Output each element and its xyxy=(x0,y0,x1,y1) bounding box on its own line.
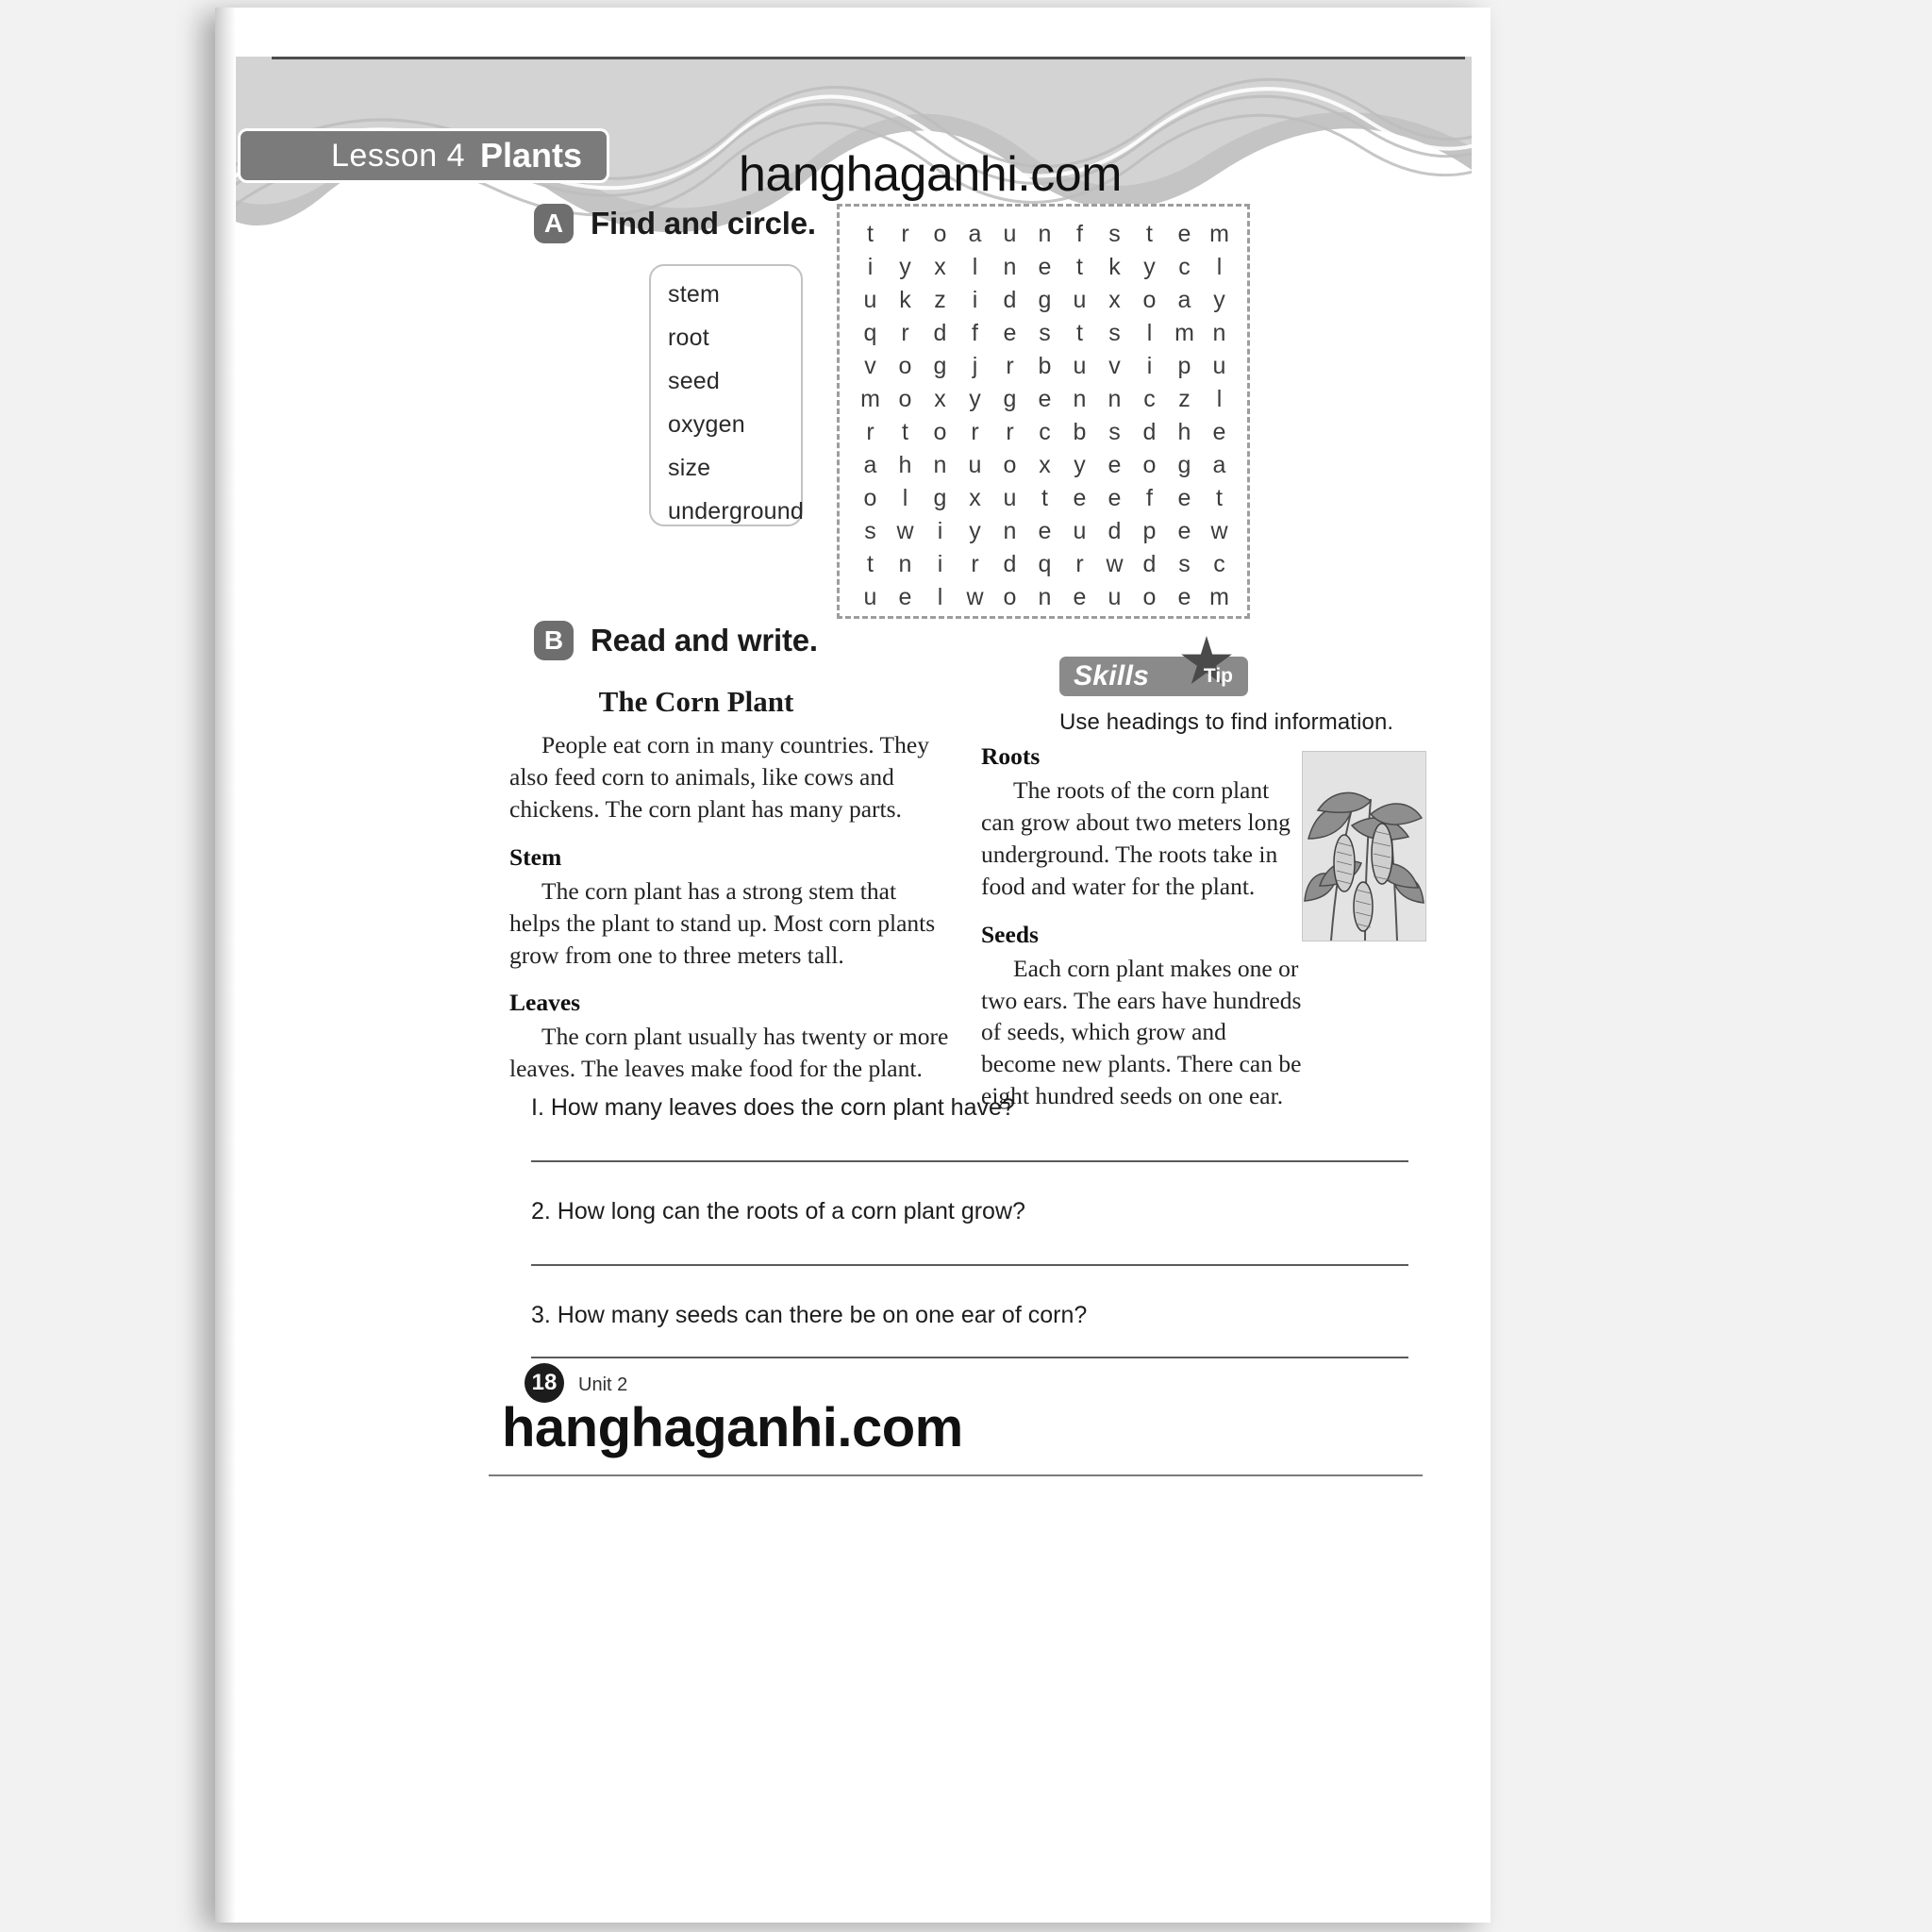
grid-cell[interactable]: u xyxy=(863,584,877,610)
header-rule xyxy=(272,57,1465,59)
grid-cell[interactable]: w xyxy=(1106,551,1124,577)
grid-cell[interactable]: p xyxy=(1177,353,1191,379)
grid-cell[interactable]: t xyxy=(902,419,908,445)
grid-cell[interactable]: o xyxy=(863,485,877,511)
reading-paragraph: The roots of the corn plant can grow about two meters long underground. The roots take in food and water for the plant. xyxy=(981,776,1291,900)
grid-cell[interactable]: g xyxy=(933,353,947,379)
grid-cell[interactable]: u xyxy=(968,452,982,478)
grid-cell[interactable]: a xyxy=(1177,287,1191,313)
grid-cell[interactable]: e xyxy=(1038,518,1052,544)
grid-cell[interactable]: k xyxy=(899,287,911,313)
grid-cell[interactable]: n xyxy=(1038,584,1052,610)
grid-cell[interactable]: c xyxy=(1039,419,1051,445)
grid-cell[interactable]: u xyxy=(1212,353,1226,379)
grid-cell[interactable]: t xyxy=(1146,221,1153,247)
skills-tip-text: Use headings to find information. xyxy=(1059,709,1394,735)
grid-cell[interactable]: i xyxy=(867,254,874,280)
grid-cell[interactable]: y xyxy=(969,518,981,544)
grid-cell[interactable]: r xyxy=(901,221,909,247)
grid-cell[interactable]: f xyxy=(1146,485,1153,511)
grid-cell[interactable]: e xyxy=(1073,584,1087,610)
grid-cell[interactable]: m xyxy=(860,386,880,412)
grid-cell[interactable]: z xyxy=(934,287,946,313)
skills-tip xyxy=(1059,657,1418,736)
reading-subheading: Leaves xyxy=(509,989,581,1017)
grid-cell[interactable]: w xyxy=(1210,518,1228,544)
grid-cell[interactable]: k xyxy=(1108,254,1121,280)
grid-cell[interactable]: o xyxy=(1142,584,1157,610)
grid-cell[interactable]: m xyxy=(1209,221,1229,247)
grid-cell[interactable]: u xyxy=(1003,221,1017,247)
exercise-b-instruction: Read and write. xyxy=(591,623,818,658)
grid-cell[interactable]: g xyxy=(1177,452,1191,478)
answer-line-3[interactable] xyxy=(531,1357,1408,1358)
grid-cell[interactable]: s xyxy=(1039,320,1051,346)
word-list-box xyxy=(649,264,803,526)
exercise-a-badge: A xyxy=(534,204,574,243)
grid-cell[interactable]: e xyxy=(1177,584,1191,610)
grid-cell[interactable]: d xyxy=(933,320,947,346)
grid-cell[interactable]: s xyxy=(1108,221,1121,247)
grid-cell[interactable]: l xyxy=(937,584,943,610)
grid-cell[interactable]: o xyxy=(933,419,947,445)
skills-tip-sub: Tip xyxy=(1203,665,1233,687)
grid-cell[interactable]: x xyxy=(934,254,946,280)
grid-cell[interactable]: a xyxy=(863,452,877,478)
grid-cell[interactable]: s xyxy=(1108,320,1121,346)
skills-tip-title: Skills xyxy=(1074,660,1150,691)
grid-cell[interactable]: l xyxy=(1146,320,1153,346)
grid-cell[interactable]: y xyxy=(969,386,981,412)
grid-cell[interactable]: o xyxy=(933,221,947,247)
reading-column-right xyxy=(981,729,1302,1117)
grid-cell[interactable]: b xyxy=(1073,419,1087,445)
word-list-item: oxygen xyxy=(668,411,745,438)
grid-cell[interactable]: e xyxy=(1177,221,1191,247)
grid-cell[interactable]: s xyxy=(1108,419,1121,445)
grid-cell[interactable]: e xyxy=(1108,485,1122,511)
grid-cell[interactable]: z xyxy=(1178,386,1191,412)
grid-cell[interactable]: a xyxy=(1212,452,1226,478)
grid-cell[interactable]: l xyxy=(1216,254,1223,280)
reading-paragraph: People eat corn in many countries. They also feed corn to animals, like cows and chickens. The corn plant has many parts. xyxy=(509,731,929,823)
grid-cell[interactable]: x xyxy=(934,386,946,412)
grid-cell[interactable]: q xyxy=(1038,551,1052,577)
grid-cell[interactable]: t xyxy=(1041,485,1048,511)
page-spine xyxy=(215,8,236,1923)
grid-cell[interactable]: r xyxy=(1075,551,1084,577)
watermark-top: hanghaganhi.com xyxy=(739,147,1122,202)
grid-cell[interactable]: f xyxy=(972,320,978,346)
grid-cell[interactable]: e xyxy=(1212,419,1226,445)
grid-cell[interactable]: e xyxy=(1177,485,1191,511)
grid-cell[interactable]: y xyxy=(1213,287,1225,313)
grid-cell[interactable]: b xyxy=(1038,353,1052,379)
watermark-bottom: hanghaganhi.com xyxy=(502,1397,963,1458)
grid-cell[interactable]: m xyxy=(1174,320,1194,346)
grid-cell[interactable]: e xyxy=(1073,485,1087,511)
grid-cell[interactable]: r xyxy=(901,320,909,346)
word-list-item: size xyxy=(668,455,711,481)
grid-cell[interactable]: m xyxy=(1209,584,1229,610)
grid-cell[interactable]: r xyxy=(971,551,979,577)
grid-cell[interactable]: r xyxy=(971,419,979,445)
grid-cell[interactable]: f xyxy=(1076,221,1083,247)
grid-cell[interactable]: i xyxy=(1146,353,1153,379)
exercise-a-instruction: Find and circle. xyxy=(591,206,816,241)
grid-cell[interactable]: u xyxy=(1073,287,1087,313)
reading-subheading: Roots xyxy=(981,742,1041,770)
reading-paragraph: The corn plant has a strong stem that helps the plant to stand up. Most corn plants grow from one to three meters tall. xyxy=(509,876,936,969)
grid-cell[interactable]: u xyxy=(863,287,877,313)
grid-cell[interactable]: e xyxy=(898,584,912,610)
reading-paragraph: The corn plant usually has twenty or more leaves. The leaves make food for the plant. xyxy=(509,1023,949,1083)
grid-cell[interactable]: r xyxy=(1006,419,1014,445)
exercise-b-badge: B xyxy=(534,621,574,660)
grid-cell[interactable]: h xyxy=(1177,419,1191,445)
word-list-item: seed xyxy=(668,368,721,394)
grid-cell[interactable]: o xyxy=(898,353,912,379)
grid-cell[interactable]: x xyxy=(1108,287,1121,313)
grid-cell[interactable]: o xyxy=(1003,452,1017,478)
grid-cell[interactable]: e xyxy=(1038,254,1052,280)
reading-column-left xyxy=(509,729,953,1090)
grid-cell[interactable]: h xyxy=(898,452,912,478)
grid-cell[interactable]: u xyxy=(1073,518,1087,544)
footer-rule xyxy=(489,1474,1423,1476)
grid-cell[interactable]: n xyxy=(1073,386,1087,412)
grid-cell[interactable]: o xyxy=(898,386,912,412)
word-search-grid[interactable] xyxy=(853,218,1237,614)
grid-cell[interactable]: l xyxy=(902,485,908,511)
grid-cell[interactable]: d xyxy=(1003,287,1017,313)
grid-cell[interactable]: a xyxy=(968,221,982,247)
grid-cell[interactable]: s xyxy=(1178,551,1191,577)
grid-cell[interactable]: i xyxy=(972,287,978,313)
grid-cell[interactable]: p xyxy=(1142,518,1157,544)
corn-plant-photo xyxy=(1302,751,1426,941)
grid-cell[interactable]: r xyxy=(1006,353,1014,379)
grid-cell[interactable]: y xyxy=(899,254,911,280)
grid-cell[interactable]: u xyxy=(1003,485,1017,511)
grid-cell[interactable]: t xyxy=(1076,254,1083,280)
corn-illustration xyxy=(1303,752,1425,941)
grid-cell[interactable]: d xyxy=(1003,551,1017,577)
grid-cell[interactable]: u xyxy=(1108,584,1122,610)
lesson-number: Lesson 4 xyxy=(331,137,465,174)
grid-cell[interactable]: o xyxy=(1003,584,1017,610)
grid-cell[interactable]: x xyxy=(969,485,981,511)
answer-line-1[interactable] xyxy=(531,1160,1408,1162)
grid-cell[interactable]: v xyxy=(1108,353,1121,379)
skills-tip-badge xyxy=(1059,657,1248,696)
grid-cell[interactable]: d xyxy=(1108,518,1122,544)
answer-line-2[interactable] xyxy=(531,1264,1408,1266)
grid-cell[interactable]: w xyxy=(896,518,914,544)
grid-cell[interactable]: n xyxy=(898,551,912,577)
grid-cell[interactable]: e xyxy=(1038,386,1052,412)
grid-cell[interactable]: e xyxy=(1003,320,1017,346)
reading-paragraph: Each corn plant makes one or two ears. The ears have hundreds of seeds, which grow and become new plants. There can be eight hundred seeds on one ear. xyxy=(981,954,1302,1110)
grid-cell[interactable]: o xyxy=(1142,452,1157,478)
grid-cell[interactable]: s xyxy=(864,518,876,544)
grid-cell[interactable]: t xyxy=(1216,485,1223,511)
grid-cell[interactable]: e xyxy=(1108,452,1122,478)
question-1: I. How many leaves does the corn plant have? xyxy=(531,1094,1015,1121)
grid-cell[interactable]: u xyxy=(1073,353,1087,379)
word-list-item: root xyxy=(668,325,709,351)
grid-cell[interactable]: v xyxy=(864,353,876,379)
question-3: 3. How many seeds can there be on one ear of corn? xyxy=(531,1302,1088,1328)
grid-cell[interactable]: i xyxy=(937,518,943,544)
grid-cell[interactable]: x xyxy=(1039,452,1051,478)
grid-cell[interactable]: d xyxy=(1142,551,1157,577)
grid-cell[interactable]: n xyxy=(1038,221,1052,247)
worksheet-page xyxy=(215,8,1491,1923)
grid-cell[interactable]: c xyxy=(1178,254,1191,280)
grid-cell[interactable]: q xyxy=(863,320,877,346)
grid-cell[interactable]: t xyxy=(867,551,874,577)
grid-cell[interactable]: d xyxy=(1142,419,1157,445)
grid-cell[interactable]: i xyxy=(937,551,943,577)
grid-cell[interactable]: y xyxy=(1074,452,1086,478)
grid-cell[interactable]: l xyxy=(972,254,978,280)
grid-cell[interactable]: w xyxy=(966,584,984,610)
grid-cell[interactable]: r xyxy=(866,419,874,445)
lesson-banner xyxy=(238,128,609,183)
grid-cell[interactable]: n xyxy=(1212,320,1226,346)
lesson-title: Plants xyxy=(480,136,583,175)
reading-subheading: Stem xyxy=(509,842,562,871)
grid-cell[interactable]: c xyxy=(1143,386,1156,412)
grid-cell[interactable]: j xyxy=(972,353,978,379)
word-list-item: stem xyxy=(668,281,720,308)
grid-cell[interactable]: g xyxy=(933,485,947,511)
grid-cell[interactable]: y xyxy=(1143,254,1156,280)
grid-cell[interactable]: t xyxy=(1076,320,1083,346)
unit-label: Unit 2 xyxy=(578,1374,628,1395)
exercise-a-heading xyxy=(534,204,816,243)
word-search-box[interactable] xyxy=(837,204,1250,619)
exercise-b-heading xyxy=(534,621,818,660)
grid-cell[interactable]: g xyxy=(1038,287,1052,313)
grid-cell[interactable]: n xyxy=(1108,386,1122,412)
grid-cell[interactable]: c xyxy=(1213,551,1225,577)
grid-cell[interactable]: l xyxy=(1216,386,1223,412)
page-number: 18 xyxy=(525,1363,564,1403)
grid-cell[interactable]: o xyxy=(1142,287,1157,313)
reading-subheading: Seeds xyxy=(981,920,1039,948)
grid-cell[interactable]: e xyxy=(1177,518,1191,544)
grid-cell[interactable]: n xyxy=(1003,254,1017,280)
grid-cell[interactable]: n xyxy=(933,452,947,478)
grid-cell[interactable]: n xyxy=(1003,518,1017,544)
question-2: 2. How long can the roots of a corn plant grow? xyxy=(531,1198,1025,1224)
page-surface xyxy=(215,8,1491,1923)
word-list-item: underground xyxy=(668,498,804,525)
grid-cell[interactable]: g xyxy=(1003,386,1017,412)
reading-title: The Corn Plant xyxy=(598,685,794,718)
grid-cell[interactable]: t xyxy=(867,221,874,247)
